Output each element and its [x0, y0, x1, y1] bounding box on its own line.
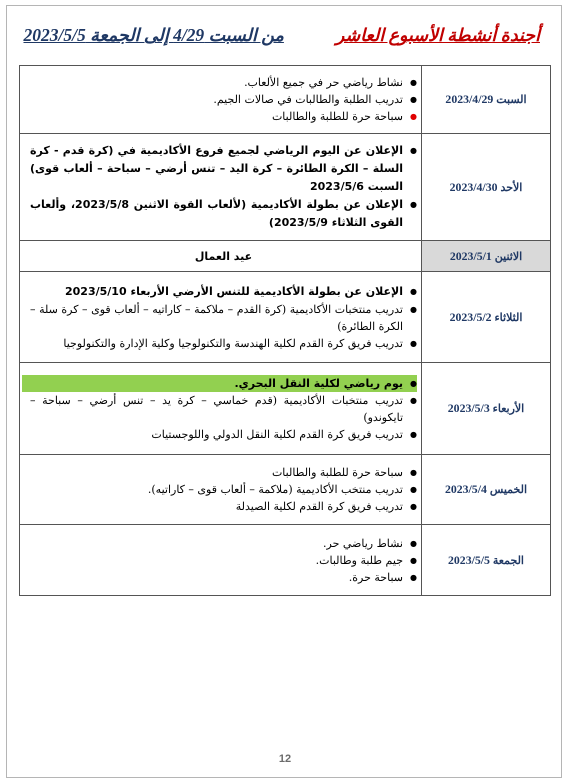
- day-name: الخميس: [489, 484, 528, 496]
- activity-item: ● سباحة حرة للطلبة والطالبات: [30, 108, 417, 125]
- activity-item: ● سباحة حرة للطلبة والطالبات: [30, 464, 417, 481]
- activities-cell: [20, 241, 422, 272]
- activity-item: ● نشاط رياضي حر في جميع الألعاب.: [30, 74, 417, 91]
- agenda-row-friday: [20, 525, 551, 596]
- day-name: الأربعاء: [492, 403, 525, 415]
- day-cell: [422, 241, 551, 272]
- day-cell: [422, 272, 551, 363]
- day-date: 2023/4/29: [445, 92, 494, 106]
- activity-item: ● تدريب منتخبات الأكاديمية (كرة القدم – ملاكمة – كاراتيه – ألعاب قوى – كرة سلة – الكرة الطائرة): [30, 301, 417, 335]
- day-cell: [422, 363, 551, 455]
- activity-item: ● جيم طلبة وطالبات.: [30, 552, 417, 569]
- agenda-row-wednesday: [20, 363, 551, 455]
- activities-cell: [20, 272, 422, 363]
- agenda-row-saturday: [20, 66, 551, 134]
- activity-item: ● تدريب منتخبات الأكاديمية (قدم خماسي – كرة يد – تنس أرضي – سباحة – تايكوندو): [30, 392, 417, 426]
- agenda-row-tuesday: [20, 272, 551, 363]
- activity-item: ● سباحة حرة.: [30, 569, 417, 586]
- day-date: 2023/5/3: [447, 401, 490, 415]
- activity-item: ● الإعلان عن اليوم الرياضي لجميع فروع الأكاديمية في (كرة قدم - كرة السلة – الكرة الطائرة – كرة اليد – تنس أرضي – سباحة – ألعاب قوى) السبت 2023/5/6: [30, 142, 417, 196]
- activity-item-highlight: ● يوم رياضي لكلية النقل البحري.: [22, 375, 417, 392]
- activity-item: ● تدريب فريق كرة القدم لكلية الصيدلة: [30, 498, 417, 515]
- day-cell: [422, 525, 551, 596]
- day-cell: [422, 455, 551, 525]
- page-number: 12: [278, 753, 292, 765]
- activities-cell: [20, 66, 422, 134]
- day-date: 2023/5/5: [448, 552, 490, 567]
- activities-cell: [20, 525, 422, 596]
- day-date: 2023/5/1: [449, 248, 492, 263]
- activity-item: ● الإعلان عن بطولة الأكاديمية للتنس الأرضي الأربعاء 2023/5/10: [30, 283, 417, 301]
- agenda-title: أجندة أنشطة الأسبوع العاشر: [335, 25, 540, 46]
- activities-cell: [20, 363, 422, 455]
- day-name: الاثنين: [494, 250, 523, 263]
- day-name: الأحد: [500, 181, 523, 194]
- holiday-label: عيد العمال: [194, 249, 253, 263]
- day-cell: [422, 66, 551, 134]
- day-name: الجمعة: [492, 554, 524, 567]
- day-name: الثلاثاء: [494, 311, 523, 324]
- activity-item: ● تدريب فريق كرة القدم لكلية النقل الدولي واللوجستيات: [30, 426, 417, 443]
- activities-cell: [20, 134, 422, 241]
- day-date: 2023/4/30: [449, 179, 498, 194]
- agenda-date-range: من السبت 4/29 إلى الجمعة 2023/5/5: [23, 25, 284, 46]
- activity-item: ● تدريب فريق كرة القدم لكلية الهندسة والتكنولوجيا وكلية الإدارة والتكنولوجيا: [30, 335, 417, 352]
- day-date: 2023/5/2: [449, 309, 492, 324]
- agenda-row-thursday: [20, 455, 551, 525]
- agenda-heading: [23, 24, 540, 54]
- day-cell: [422, 134, 551, 241]
- activity-item: ● تدريب الطلبة والطالبات في صالات الجيم.: [30, 91, 417, 108]
- day-date: 2023/5/4: [444, 482, 487, 496]
- activities-cell: [20, 455, 422, 525]
- activity-item: ● تدريب منتخب الأكاديمية (ملاكمة – ألعاب قوى – كاراتيه).: [30, 481, 417, 498]
- agenda-table: [19, 65, 551, 596]
- day-name: السبت: [496, 94, 527, 106]
- agenda-row-sunday: [20, 134, 551, 241]
- agenda-row-monday: [20, 241, 551, 272]
- activity-item: ● الإعلان عن بطولة الأكاديمية (لألعاب القوة الاثنين 2023/5/8، وألعاب القوى الثلاثاء 2023/5/9): [30, 196, 417, 232]
- activity-item: ● نشاط رياضي حر.: [30, 535, 417, 552]
